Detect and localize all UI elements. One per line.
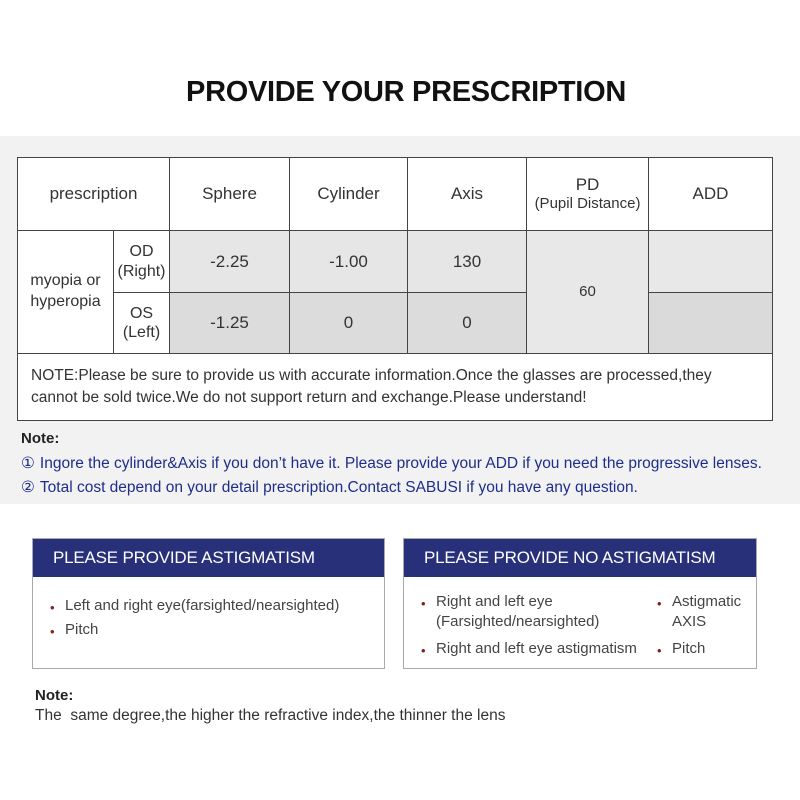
bottom-note xyxy=(35,687,505,727)
list-item-text: Right and left eye xyxy=(436,593,553,610)
header-add: ADD xyxy=(649,158,773,231)
header-prescription: prescription xyxy=(18,158,170,231)
bullet-icon: • xyxy=(657,643,662,658)
header-axis: Axis xyxy=(408,158,527,231)
table-note-row xyxy=(18,354,773,421)
astigmatism-box xyxy=(32,538,385,669)
bullet-icon: • xyxy=(421,643,426,658)
bottom-note-text: The same degree,the higher the refractive index,the thinner the lens xyxy=(35,707,506,724)
list-item xyxy=(49,596,339,616)
no-astigmatism-box-title: PLEASE PROVIDE NO ASTIGMATISM xyxy=(404,539,756,577)
list-item xyxy=(656,592,756,632)
list-item-text-cont: (Farsighted/nearsighted) xyxy=(436,613,600,630)
notes-heading: Note: xyxy=(21,430,60,447)
list-item-text: Astigmatic xyxy=(672,593,742,610)
no-astigmatism-box xyxy=(403,538,757,669)
table-row-od xyxy=(18,231,773,293)
note-text: Ingore the cylinder&Axis if you don’t have it. Please provide your ADD if you need the progressive lenses. xyxy=(39,455,762,472)
os-axis-value: 0 xyxy=(408,293,527,354)
astigmatism-box-title: PLEASE PROVIDE ASTIGMATISM xyxy=(33,539,384,577)
bullet-icon: • xyxy=(657,596,662,611)
os-cylinder-value: 0 xyxy=(290,293,408,354)
os-add-value xyxy=(649,293,773,354)
header-pd xyxy=(527,158,649,231)
os-label-cell xyxy=(114,293,170,354)
note-item xyxy=(21,476,796,500)
list-item-text: Right and left eye astigmatism xyxy=(436,640,637,657)
list-item-text: Pitch xyxy=(672,640,706,657)
pd-value: 60 xyxy=(527,231,649,354)
list-item xyxy=(420,592,650,632)
list-item-text-cont: AXIS xyxy=(672,613,707,630)
header-pd-sublabel: (Pupil Distance) xyxy=(534,195,641,213)
prescription-table xyxy=(17,157,773,421)
os-label: OS xyxy=(129,304,154,322)
condition-cell xyxy=(18,231,114,354)
table-row-os xyxy=(18,293,773,354)
note-item xyxy=(21,452,796,476)
astigmatism-list xyxy=(49,596,339,644)
table-note: NOTE:Please be sure to provide us with accurate information.Once the glasses are processed,they cannot be sold twice.We do not support return and exchange.Please understand! xyxy=(18,354,773,421)
od-label: OD xyxy=(129,243,154,261)
notes-section xyxy=(21,430,796,500)
bullet-icon: • xyxy=(421,596,426,611)
os-sphere-value: -1.25 xyxy=(170,293,290,354)
list-item xyxy=(49,620,339,640)
header-sphere: Sphere xyxy=(170,158,290,231)
header-cylinder: Cylinder xyxy=(290,158,408,231)
condition-line-1: myopia or xyxy=(30,272,101,290)
od-cylinder-value: -1.00 xyxy=(290,231,408,293)
bottom-note-heading: Note: xyxy=(35,687,74,704)
table-header-row xyxy=(18,158,773,231)
bullet-icon: • xyxy=(50,624,55,639)
note-number: ② xyxy=(21,479,35,496)
list-item xyxy=(656,639,756,659)
od-add-value xyxy=(649,231,773,293)
no-astigmatism-list-left xyxy=(420,592,650,659)
od-sphere-value: -2.25 xyxy=(170,231,290,293)
od-sublabel: (Right) xyxy=(117,262,166,280)
list-item-text: Left and right eye(farsighted/nearsighted) xyxy=(65,597,340,614)
od-label-cell xyxy=(114,231,170,293)
page-title: PROVIDE YOUR PRESCRIPTION xyxy=(186,76,626,108)
header-pd-label: PD xyxy=(575,175,600,194)
list-item-text: Pitch xyxy=(65,621,99,638)
condition-line-2: hyperopia xyxy=(30,293,101,310)
bullet-icon: • xyxy=(50,600,55,615)
note-number: ① xyxy=(21,455,35,472)
od-axis-value: 130 xyxy=(408,231,527,293)
os-sublabel: (Left) xyxy=(122,324,161,341)
note-text: Total cost depend on your detail prescription.Contact SABUSI if you have any question. xyxy=(39,479,638,496)
list-item xyxy=(420,639,650,659)
no-astigmatism-list-right xyxy=(656,592,756,659)
